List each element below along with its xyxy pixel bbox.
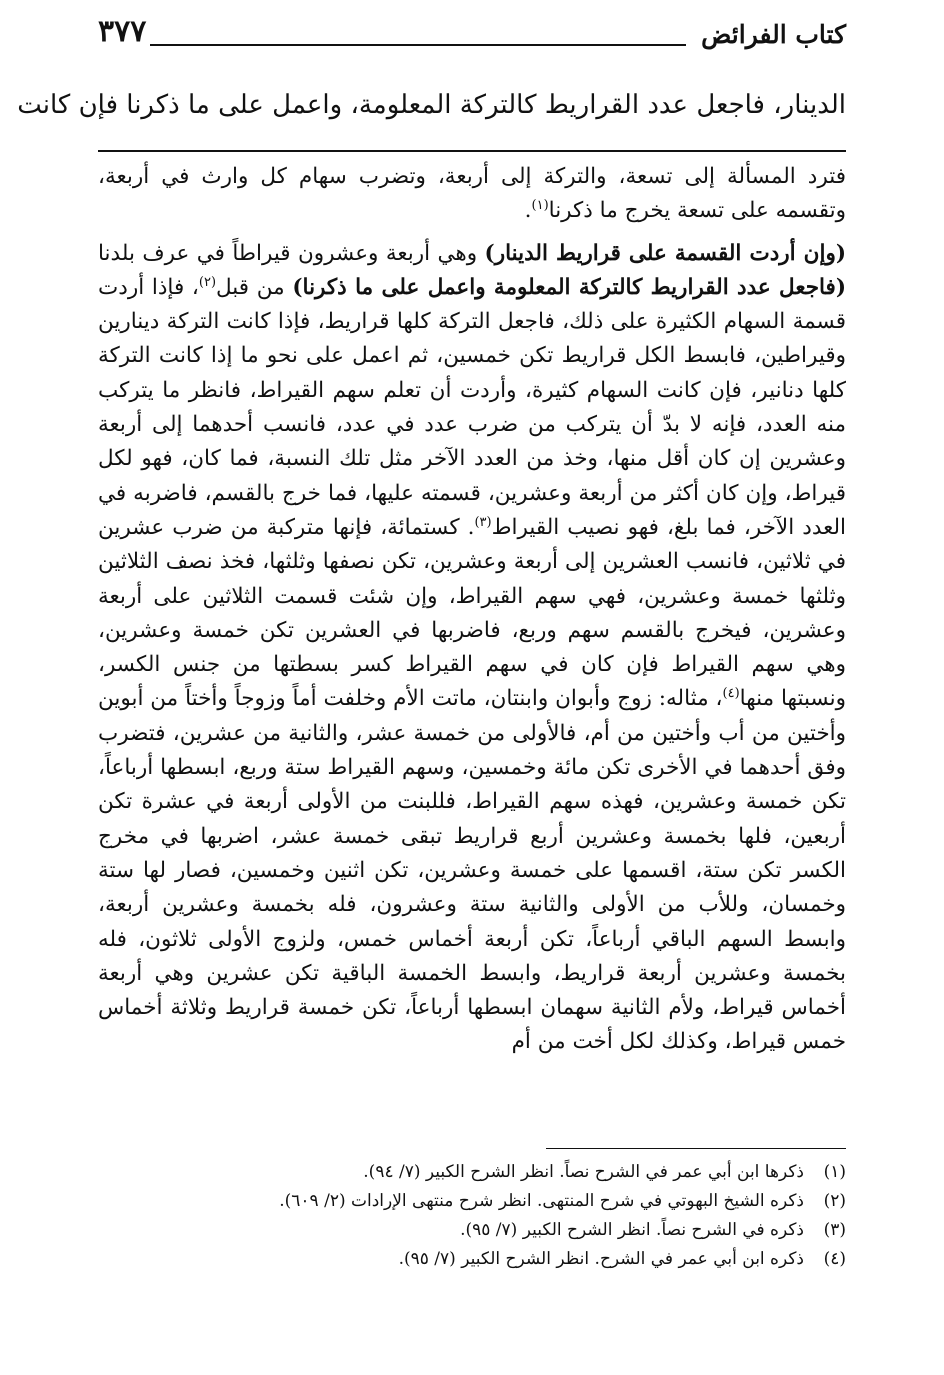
footnote: [98, 1245, 846, 1274]
footnote-text: ذكره ابن أبي عمر في الشرح. انظر الشرح الكبير (٧/ ٩٥).: [398, 1249, 804, 1269]
paragraph-text: . كستمائة، فإنها متركبة من ضرب عشرين في ثلاثين، فانسب العشرين إلى أربعة وعشرين، تكن نصفها وثلثها، فخذ نصف الثلاثين وثلثها خمسة وعشرين، فهي سهم القيراط، وإن شئت قسمت الثلاثين على أربعة وعشرين، فيخرج بالقسم سهم وربع، فاضربها في العشرين تكن خمسة وعشرين، وهي سهم القيراط فإن كان في سهم القيراط كسر بسطتها من جنس الكسر، ونسبتها منها: [98, 514, 846, 712]
paragraph-text: من قبل: [216, 274, 293, 300]
footnote-number: (٢): [823, 1191, 846, 1211]
paragraph-text: وهي أربعة وعشرون قيراطاً في عرف بلدنا: [98, 240, 485, 266]
footnote: [98, 1158, 846, 1187]
commentary-body: [98, 160, 846, 1060]
paragraph-text: ، فإذا أردت قسمة السهام الكثيرة على ذلك، فاجعل التركة كلها قراريط، فإذا كانت التركة دينارين وقيراطين، فابسط الكل قراريط تكن خمسين، ثم اعمل على نحو ما إذا كانت التركة كلها دنانير، فإن كانت السهام كثيرة، وأردت أن تعلم سهم القيراط، فانظر ما يتركب منه العدد، فإنه لا بدّ أن يتركب من ضرب عدد في عدد، فانسب أحدهما إلى أربعة وعشرين إن كان أقل منها، وخذ من العدد الآخر مثل تلك النسبة، فما كان، فهو لكل قيراط، وإن كان أكثر من أربعة وعشرين، قسمته عليها، فما خرج بالقسم، فاضربه في العدد الآخر، فما بلغ، فهو نصيب القيراط: [98, 274, 846, 540]
matn-quote: (فاجعل عدد القراريط كالتركة المعلومة واعمل على ما ذكرنا): [292, 274, 846, 300]
paragraph-text: فترد المسألة إلى تسعة، والتركة إلى أربعة، وتضرب سهام كل وارث في أربعة، وتقسمه على تسعة يخرج ما ذكرنا: [98, 164, 846, 224]
commentary-paragraph: [98, 160, 846, 229]
page-number: ٣٧٧: [98, 14, 147, 49]
footnote-text: ذكره الشيخ البهوتي في شرح المنتهى. انظر شرح منتهى الإرادات (٢/ ٦٠٩).: [279, 1191, 804, 1211]
matn-quote: (وإن أردت القسمة على قراريط الدينار): [484, 240, 846, 266]
commentary-paragraph: [98, 237, 846, 1060]
header-rule: [150, 44, 686, 46]
footnote-ref[interactable]: (٣): [474, 514, 492, 530]
footnote-ref[interactable]: (٢): [198, 274, 217, 290]
footnote-number: (٣): [823, 1220, 846, 1240]
footnote-number: (٤): [823, 1249, 846, 1269]
footnote-ref[interactable]: (٤): [722, 686, 740, 702]
footnote-ref[interactable]: (١): [531, 198, 549, 214]
matn-divider: [98, 150, 846, 152]
footnote-text: ذكرها ابن أبي عمر في الشرح نصاً. انظر الشرح الكبير (٧/ ٩٤).: [363, 1162, 804, 1182]
footnotes: [98, 1158, 846, 1274]
book-section-title: كتاب الفرائض: [701, 20, 846, 49]
running-header: [98, 14, 846, 58]
paragraph-text: ، مثاله: زوج وأبوان وابنتان، ماتت الأم وخلفت أماً وزوجاً وأختاً من أبوين وأختين من أب وأختين من أم، فالأولى من خمسة عشر، والثانية من عشرين، فتضرب وفق أحدهما في الأخرى تكن مائة وخمسين، وسهم القيراط ستة وربع، ابسطها أرباعاً، تكن خمسة وعشرين، فهذه سهم القيراط، فللبنت من الأولى أربعة في عشرة تكن أربعين، فلها بخمسة وعشرين أربع قراريط تبقى خمسة عشر، اضربها في مخرج الكسر تكن ستة، اقسمها على خمسة وعشرين، تكن اثنين وخمسين، فصار لها ستة وخمسان، وللأب من الأولى والثانية ستة وعشرون، فله بخمسة وعشرين أربعة، وابسط السهم الباقي أرباعاً، تكن أربعة أخماس خمس، ولزوج الأولى ثلاثون، فله بخمسة وعشرين أربعة قراريط، وابسط الخمسة الباقية تكن عشرين وهي أربعة أخماس قيراط، ولأم الثانية سهمان ابسطها أرباعاً، تكن خمسة قراريط وثلاثة أخماس خمس قيراط، وكذلك لكل أخت من أم: [98, 686, 846, 1055]
footnote: [98, 1216, 846, 1245]
matn-text: الدينار، فاجعل عدد القراريط كالتركة المعلومة، واعمل على ما ذكرنا فإن كانت: [17, 90, 846, 120]
footnote-number: (١): [823, 1162, 846, 1182]
footnote-text: ذكره في الشرح نصاً. انظر الشرح الكبير (٧/ ٩٥).: [460, 1220, 804, 1240]
footnote-divider: [546, 1148, 846, 1149]
footnote: [98, 1187, 846, 1216]
paragraph-text: .: [524, 198, 532, 224]
